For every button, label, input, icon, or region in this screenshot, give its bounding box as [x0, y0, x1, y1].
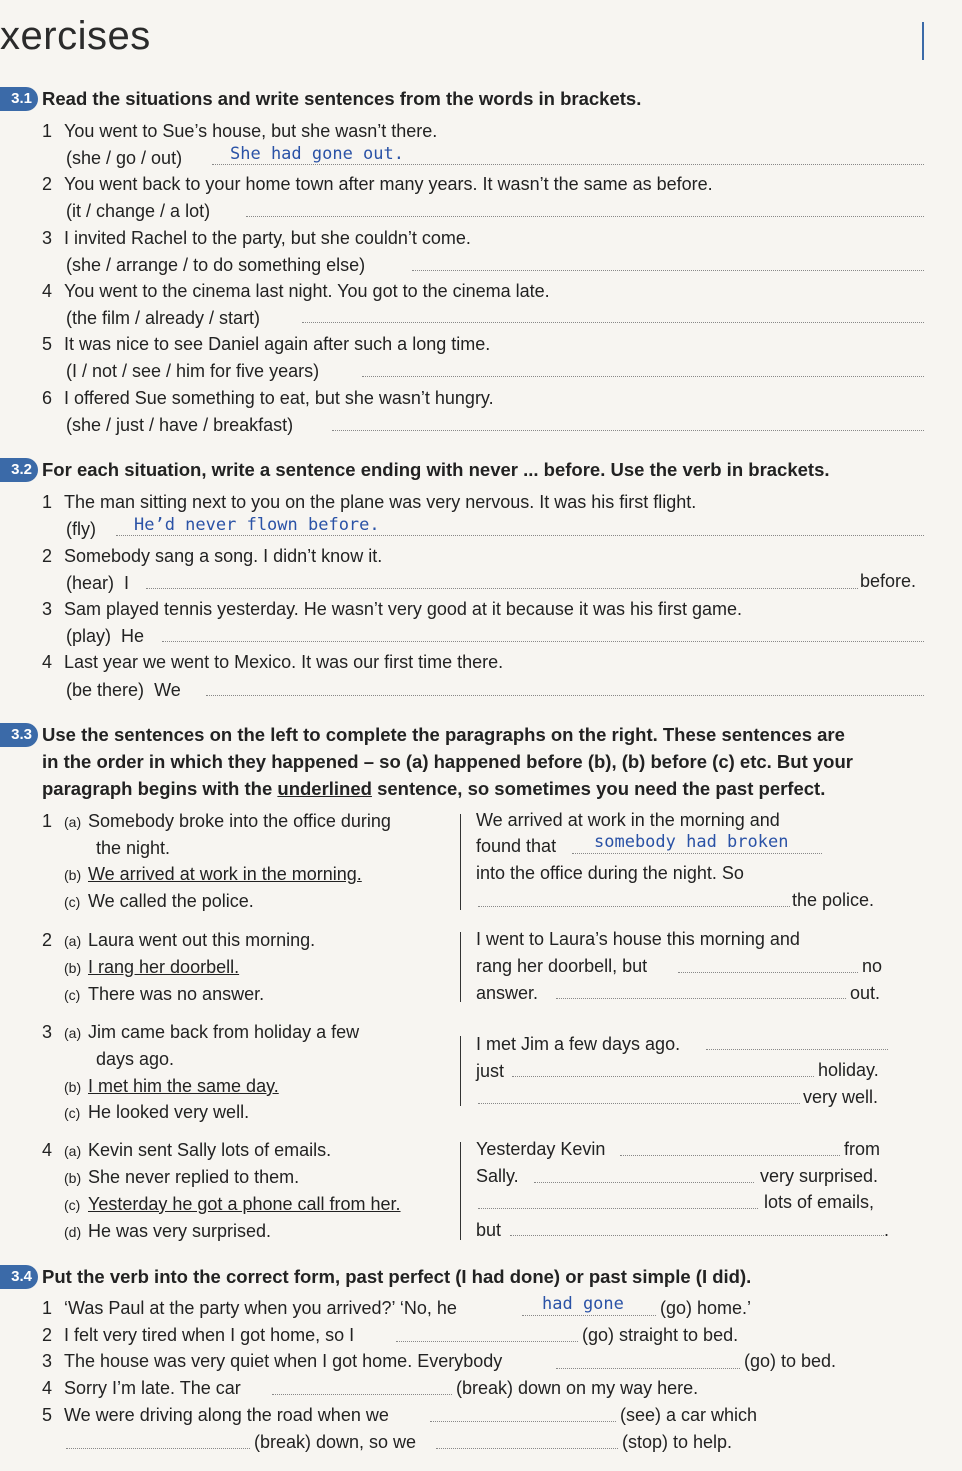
ex4-item-3-end: (go) to bed.: [744, 1351, 837, 1371]
ex4-item-5-mid: (break) down, so we: [254, 1432, 417, 1452]
ex1-prompt-1: (she / go / out): [66, 148, 183, 168]
ex3-g1-r4: the police.: [792, 890, 875, 910]
ex4-blank-2[interactable]: [396, 1341, 578, 1342]
ex1-prompt-2: (it / change / a lot): [66, 201, 211, 221]
ex1-prompt-3: (she / arrange / to do something else): [66, 255, 366, 275]
ex2-end-2: before.: [860, 571, 917, 591]
exercise-4-heading: Put the verb into the correct form, past perfect (I had done) or past simple (I did).: [42, 1266, 752, 1287]
ex4-blank-1[interactable]: [522, 1315, 656, 1316]
brace-1: [460, 814, 461, 910]
ex2-answer-1: He’d never flown before.: [134, 515, 380, 535]
ex2-item-1: 1 The man sitting next to you on the plane was very nervous. It was his first flight.: [42, 492, 697, 512]
ex3-g3-blank-2[interactable]: [512, 1076, 814, 1077]
ex1-answer-line-6[interactable]: [332, 430, 924, 431]
ex3-g1-r3: into the office during the night. So: [476, 863, 744, 883]
ex1-item-5: 5 It was nice to see Daniel again after such a long time.: [42, 334, 491, 354]
ex4-item-5: 5 We were driving along the road when we: [42, 1405, 389, 1425]
ex2-answer-line-3[interactable]: [162, 641, 924, 642]
ex4-item-4-end: (break) down on my way here.: [456, 1378, 699, 1398]
ex3-g3-r1: I met Jim a few days ago.: [476, 1034, 681, 1054]
ex3-g2-b: (b) I rang her doorbell.: [64, 957, 240, 977]
ex2-item-3: 3 Sam played tennis yesterday. He wasn’t very good at it because it was his first game.: [42, 599, 742, 619]
exercise-badge-4: 3.4: [0, 1265, 38, 1289]
ex3-g4-blank-4[interactable]: [510, 1235, 884, 1236]
ex3-g3-blank-3[interactable]: [478, 1103, 800, 1104]
ex1-answer-line-2[interactable]: [246, 216, 924, 217]
ex1-prompt-6: (she / just / have / breakfast): [66, 415, 294, 435]
ex2-prompt-2: (hear) I: [66, 573, 130, 593]
ex3-g1-answer: somebody had broken: [594, 832, 789, 852]
ex4-item-3: 3 The house was very quiet when I got home. Everybody: [42, 1351, 503, 1371]
ex3-g3-r3end: very well.: [803, 1087, 879, 1107]
ex4-item-2-end: (go) straight to bed.: [582, 1325, 739, 1345]
exercise-3-heading-1: Use the sentences on the left to complete the paragraphs on the right. These sentences are: [42, 724, 845, 745]
ex3-g2-a: 2 (a) Laura went out this morning.: [42, 930, 316, 950]
ex1-answer-line-3[interactable]: [412, 270, 924, 271]
ex2-item-2: 2 Somebody sang a song. I didn’t know it.: [42, 546, 383, 566]
ex4-item-1-end: (go) home.’: [660, 1298, 752, 1318]
exercise-badge-2: 3.2: [0, 458, 38, 482]
ex3-g4-r2: Sally.: [476, 1166, 519, 1186]
ex3-g3-a2: days ago.: [96, 1049, 175, 1069]
margin-bar: [922, 22, 924, 60]
ex3-g1-a2: the night.: [96, 838, 171, 858]
ex3-g4-d: (d) He was very surprised.: [64, 1221, 272, 1241]
ex3-g4-r2end: very surprised.: [760, 1166, 879, 1186]
ex3-g2-r2end: no: [862, 956, 883, 976]
ex2-answer-line-4[interactable]: [206, 695, 924, 696]
ex1-answer-line-1[interactable]: [212, 164, 924, 165]
ex2-prompt-1: (fly): [66, 519, 96, 539]
ex3-g3-r2end: holiday.: [818, 1060, 879, 1080]
ex3-g4-r3end: lots of emails,: [764, 1192, 875, 1212]
ex2-prompt-3: (play) He: [66, 626, 145, 646]
ex3-g2-r1: I went to Laura’s house this morning and: [476, 929, 800, 949]
ex3-g1-c: (c) We called the police.: [64, 891, 254, 911]
ex4-blank-3[interactable]: [556, 1368, 740, 1369]
ex3-g4-r4: but: [476, 1220, 502, 1240]
exercise-1-heading: Read the situations and write sentences from the words in brackets.: [42, 88, 642, 109]
ex3-g2-blank-2[interactable]: [556, 998, 846, 999]
brace-4: [460, 1142, 461, 1240]
ex3-g4-b: (b) She never replied to them.: [64, 1167, 300, 1187]
exercise-2-heading: For each situation, write a sentence ending with never ... before. Use the verb in brackets.: [42, 459, 830, 480]
ex2-prompt-4: (be there) We: [66, 680, 181, 700]
ex3-g1-blank-2[interactable]: [478, 906, 790, 907]
ex4-item-1: 1 ‘Was Paul at the party when you arrived?’ ‘No, he: [42, 1298, 457, 1318]
ex4-item-5-end2: (stop) to help.: [622, 1432, 733, 1452]
ex4-blank-6[interactable]: [66, 1448, 250, 1449]
ex3-g2-r2: rang her doorbell, but: [476, 956, 648, 976]
ex3-g1-blank-1[interactable]: [572, 853, 822, 854]
ex3-g4-blank-1[interactable]: [620, 1155, 840, 1156]
ex3-g1-b: (b) We arrived at work in the morning.: [64, 864, 362, 884]
ex3-g4-r1end: from: [844, 1139, 880, 1159]
ex3-g1-r1: We arrived at work in the morning and: [476, 810, 780, 830]
ex3-g3-r2: just: [476, 1061, 505, 1081]
ex3-g3-c: (c) He looked very well.: [64, 1102, 250, 1122]
brace-3: [460, 1036, 461, 1106]
ex3-g4-c: (c) Yesterday he got a phone call from her.: [64, 1194, 401, 1214]
exercise-3-heading-3: paragraph begins with the underlined sentence, so sometimes you need the past perfect.: [42, 778, 826, 799]
ex1-item-4: 4 You went to the cinema last night. You got to the cinema late.: [42, 281, 550, 301]
exercise-badge-1: 3.1: [0, 87, 38, 111]
ex1-item-3: 3 I invited Rachel to the party, but she couldn’t come.: [42, 228, 471, 248]
ex1-answer-line-4[interactable]: [302, 322, 924, 323]
ex3-g2-r3: answer.: [476, 983, 539, 1003]
brace-2: [460, 932, 461, 1002]
ex2-item-4: 4 Last year we went to Mexico. It was our first time there.: [42, 652, 504, 672]
ex3-g4-a: 4 (a) Kevin sent Sally lots of emails.: [42, 1140, 332, 1160]
ex2-answer-line-2[interactable]: [146, 588, 858, 589]
ex4-item-4: 4 Sorry I’m late. The car: [42, 1378, 241, 1398]
ex4-blank-7[interactable]: [436, 1448, 618, 1449]
ex1-prompt-5: (I / not / see / him for five years): [66, 361, 320, 381]
ex1-item-2: 2 You went back to your home town after many years. It wasn’t the same as before.: [42, 174, 713, 194]
ex3-g3-b: (b) I met him the same day.: [64, 1076, 279, 1096]
ex3-g1-r2: found that: [476, 836, 557, 856]
ex4-item-5-end: (see) a car which: [620, 1405, 758, 1425]
ex3-g4-blank-2[interactable]: [534, 1182, 754, 1183]
ex3-g4-blank-3[interactable]: [478, 1208, 758, 1209]
ex1-item-1: 1 You went to Sue’s house, but she wasn’t there.: [42, 121, 438, 141]
ex3-g4-r4end: .: [884, 1220, 890, 1240]
ex4-blank-5[interactable]: [430, 1421, 616, 1422]
ex3-g4-r1: Yesterday Kevin: [476, 1139, 606, 1159]
ex4-item-2: 2 I felt very tired when I got home, so I: [42, 1325, 355, 1345]
ex1-item-6: 6 I offered Sue something to eat, but she wasn’t hungry.: [42, 388, 494, 408]
ex3-g2-c: (c) There was no answer.: [64, 984, 265, 1004]
ex1-answer-line-5[interactable]: [362, 376, 924, 377]
ex4-answer-1: had gone: [542, 1294, 624, 1314]
ex3-g3-blank-1[interactable]: [706, 1049, 888, 1050]
page-title: xercises: [0, 14, 151, 58]
exercise-badge-3: 3.3: [0, 723, 38, 747]
ex1-answer-1: She had gone out.: [230, 144, 404, 164]
ex4-blank-4[interactable]: [272, 1394, 452, 1395]
ex3-g2-r3end: out.: [850, 983, 881, 1003]
ex3-g1-a: 1 (a) Somebody broke into the office during: [42, 811, 391, 831]
exercise-3-heading-2: in the order in which they happened – so (a) happened before (b), (b) before (c) etc. But your: [42, 751, 853, 772]
ex3-g2-blank-1[interactable]: [678, 972, 858, 973]
ex1-prompt-4: (the film / already / start): [66, 308, 261, 328]
ex2-answer-line-1[interactable]: [116, 535, 924, 536]
ex3-g3-a: 3 (a) Jim came back from holiday a few: [42, 1022, 360, 1042]
